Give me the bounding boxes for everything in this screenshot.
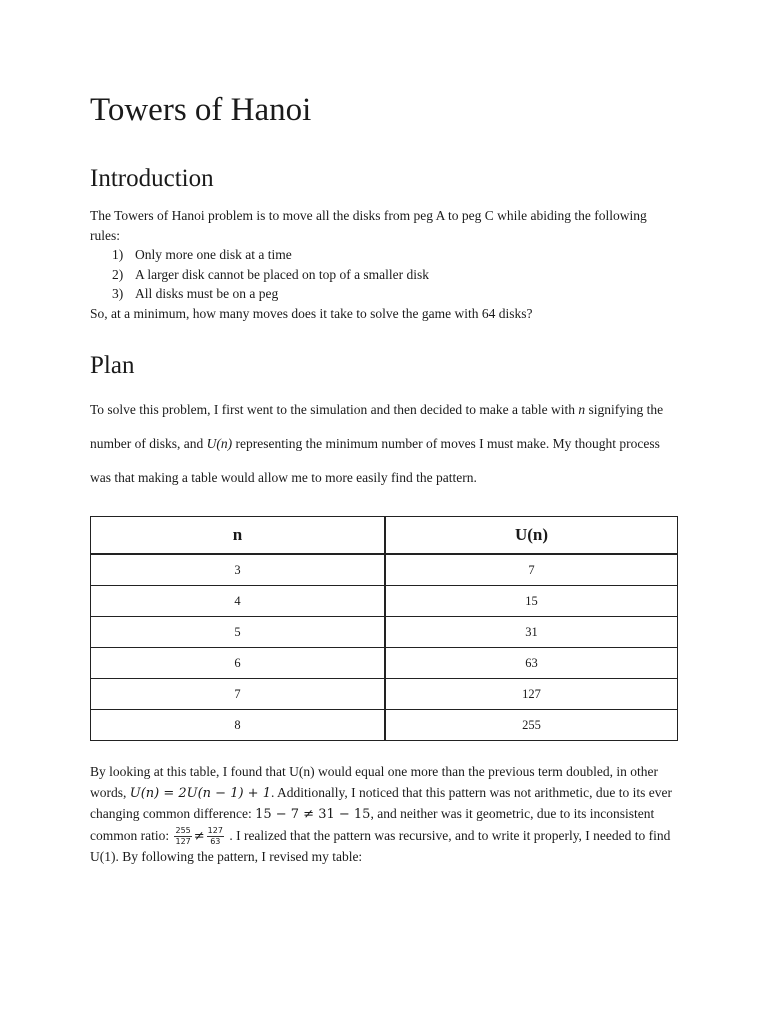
analysis-paragraph [90,762,680,868]
table-cell: 8 [91,710,386,741]
list-item-number: 1) [112,247,124,262]
introduction-question: So, at a minimum, how many moves does it take to solve the game with 64 disks? [90,306,533,321]
analysis-text-4: . I realized that the pattern was recursive, and to write it properly, I needed to find U(1). By following the pattern, I revised my table: [90,827,671,864]
table-row [91,586,678,617]
ratio-fraction-1 [174,826,191,847]
fraction-denominator: 127 [175,836,191,846]
introduction-paragraph: The Towers of Hanoi problem is to move all the disks from peg A to peg C while abiding the following rules: [90,208,647,243]
table-row [91,648,678,679]
list-item [90,284,429,304]
plan-text-2: signifying the number of disks, and [90,402,664,451]
table-row [91,679,678,710]
rules-list [90,245,429,304]
plan-heading: Plan [90,352,135,379]
list-item [90,245,429,265]
fraction-numerator: 127 [207,825,223,835]
table-cell: 6 [91,648,386,679]
table-row [91,710,678,741]
document-title: Towers of Hanoi [90,92,312,128]
plan-text-3: representing the minimum number of moves I must make. My thought process was that making a table would allow me to more easily find the pattern. [90,436,660,485]
list-item-text: All disks must be on a peg [135,286,279,302]
table-cell: 127 [385,679,678,710]
analysis-text-2: . Additionally, I noticed that this pattern was not arithmetic, due to its ever changing common difference: [90,784,673,821]
list-item-number: 2) [112,266,124,282]
introduction-heading: Introduction [90,165,214,192]
list-item-text: A larger disk cannot be placed on top of a smaller disk [135,266,430,282]
plan-text-1: To solve this problem, I first went to the simulation and then decided to make a table with [90,402,579,417]
list-item [90,265,429,285]
table-row [91,554,678,586]
table-row [91,617,678,648]
difference-inequality: 15 − 7 ≠ 31 − 15 [255,807,371,822]
moves-table [90,516,678,741]
table-cell: 255 [385,710,678,741]
analysis-text-1: By looking at this table, I found that U(n) would equal one more than the previous term doubled, in other words, [90,764,659,800]
table-header-row [91,517,678,555]
list-item-number: 3) [112,286,124,302]
analysis-text-3: , and neither was it geometric, due to its inconsistent common ratio: [90,806,655,843]
table-cell: 31 [385,617,678,648]
table-cell: 15 [385,586,678,617]
table-header-un: U(n) [385,517,678,555]
variable-n: n [578,402,586,417]
table-cell: 7 [91,679,386,710]
list-item-text: Only more one disk at a time [135,247,292,262]
plan-paragraph [90,393,680,495]
table-cell: 5 [91,617,386,648]
table-cell: 63 [385,648,678,679]
ratio-fraction-2 [207,826,224,847]
fraction-numerator: 255 [175,825,191,835]
variable-un: U(n) [206,436,233,451]
recursive-equation: U(n) = 2U(n − 1) + 1 [129,785,271,801]
table-cell: 3 [91,554,386,586]
table-cell: 4 [91,586,386,617]
fraction-denominator: 63 [210,836,221,846]
table-cell: 7 [385,554,678,586]
table-header-n: n [91,517,386,555]
not-equal-sign: ≠ [193,828,205,844]
